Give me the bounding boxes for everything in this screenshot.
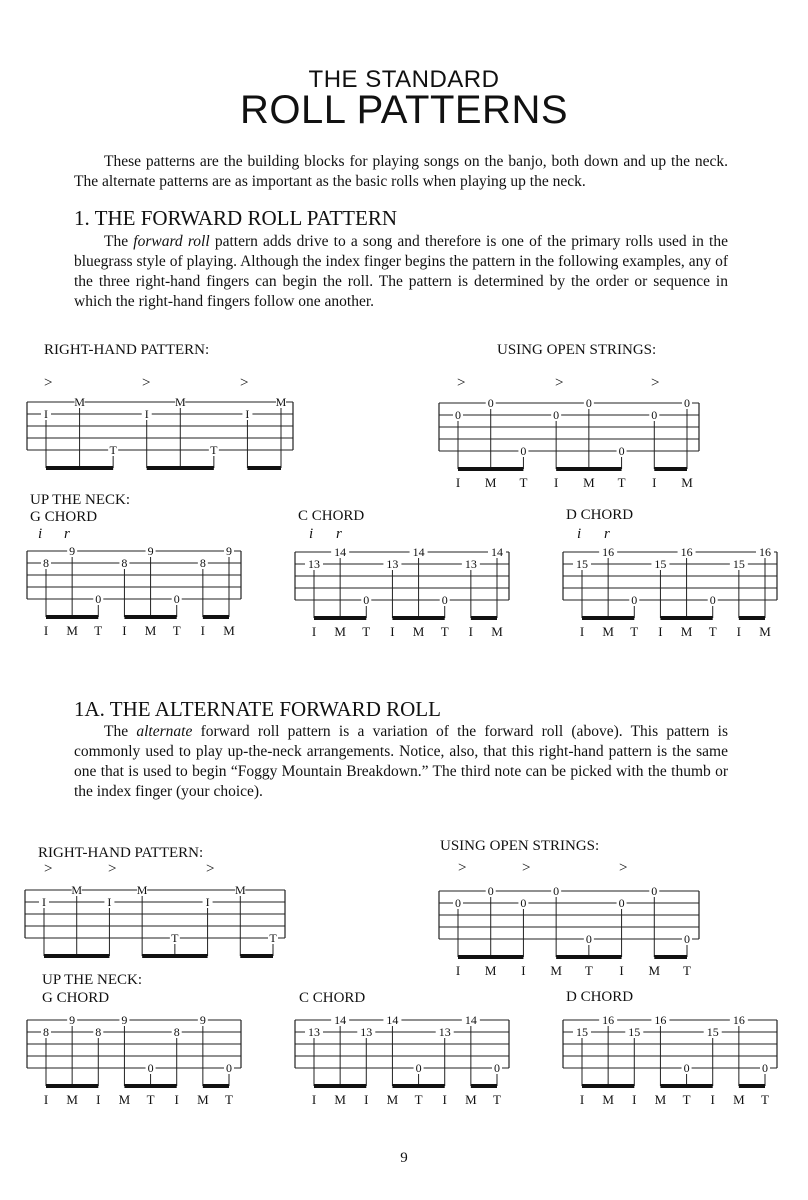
right-hand-pattern-label: RIGHT-HAND PATTERN: — [38, 845, 204, 861]
tab-note: M — [234, 884, 246, 897]
tab-note: 8 — [95, 1025, 102, 1039]
finger-label: M — [733, 1092, 745, 1107]
finger-label: M — [66, 1092, 78, 1107]
intro-paragraph: These patterns are the building blocks for playing songs on the banjo, both down and up the neck. The alternate patterns are as important as the basic rolls when playing up the neck. — [74, 153, 728, 190]
tab-forward-right-hand — [26, 396, 294, 472]
finger-label: T — [172, 623, 181, 638]
accent-mark: > — [240, 375, 249, 391]
finger-label: M — [583, 475, 595, 490]
tab-note: 8 — [43, 1025, 49, 1039]
finger-label: M — [465, 1092, 477, 1107]
tab-note: 0 — [684, 397, 690, 410]
tab-note: I — [107, 895, 112, 909]
finger-label: T — [682, 1092, 691, 1107]
finger-hint-i: i — [309, 526, 314, 542]
tab-note: 15 — [732, 557, 745, 571]
finger-label: I — [579, 624, 585, 639]
tab-note: 16 — [680, 546, 693, 559]
tab-note: 0 — [683, 1061, 690, 1075]
finger-label: I — [619, 963, 624, 978]
right-hand-pattern-label: RIGHT-HAND PATTERN: — [44, 342, 210, 358]
accent-mark: > — [522, 860, 531, 876]
finger-label: I — [579, 1092, 585, 1107]
finger-label: M — [144, 623, 157, 638]
finger-label: T — [761, 1092, 769, 1107]
tab-alternate-right-hand — [24, 884, 286, 960]
up-the-neck-label: UP THE NECK: — [30, 492, 131, 508]
finger-label: I — [43, 623, 49, 638]
finger-label: I — [390, 624, 395, 639]
finger-label: I — [710, 1092, 715, 1107]
tab-note: 0 — [441, 593, 448, 607]
accent-mark: > — [458, 860, 467, 876]
tab-note: M — [71, 884, 83, 897]
finger-label: M — [680, 624, 693, 639]
tab-note: 0 — [487, 397, 494, 410]
finger-label: M — [197, 1092, 209, 1107]
finger-label: M — [412, 624, 425, 639]
tab-forward-c-chord — [294, 546, 510, 640]
page-title: ROLL PATTERNS — [239, 88, 569, 132]
finger-label: M — [334, 624, 346, 639]
tab-note: T — [171, 931, 179, 945]
finger-label: T — [617, 475, 626, 490]
finger-label: I — [658, 624, 663, 639]
tab-forward-open-strings — [438, 397, 700, 491]
tab-note: 0 — [651, 408, 658, 422]
finger-label: I — [652, 475, 657, 490]
tab-note: 13 — [464, 557, 477, 571]
tab-note: 13 — [360, 1025, 373, 1039]
tab-note: 16 — [759, 546, 771, 559]
finger-label: T — [414, 1092, 423, 1107]
finger-label: M — [334, 1092, 346, 1107]
accent-mark: > — [651, 375, 660, 391]
finger-label: I — [43, 1092, 49, 1107]
finger-label: I — [364, 1092, 369, 1107]
tab-note: I — [205, 895, 210, 909]
finger-hint-r: r — [64, 526, 70, 542]
tab-note: M — [136, 884, 148, 897]
tab-note: 0 — [173, 592, 180, 606]
g-chord-label: G CHORD — [42, 990, 110, 1006]
finger-label: I — [553, 475, 559, 490]
tab-note: 14 — [334, 1014, 347, 1027]
tab-note: 0 — [709, 593, 716, 607]
accent-mark: > — [108, 861, 117, 877]
finger-label: M — [654, 1092, 667, 1107]
finger-label: I — [96, 1092, 101, 1107]
tab-note: 14 — [491, 546, 503, 559]
tab-forward-g-chord — [26, 545, 242, 639]
finger-label: I — [455, 963, 461, 978]
tab-note: T — [269, 931, 277, 945]
finger-hint-r: r — [604, 526, 610, 542]
finger-label: T — [630, 624, 639, 639]
c-chord-label: C CHORD — [299, 990, 366, 1006]
d-chord-label: D CHORD — [566, 989, 634, 1005]
tab-note: 0 — [618, 896, 625, 910]
finger-label: M — [550, 963, 562, 978]
tab-note: 0 — [455, 896, 461, 910]
finger-label: T — [225, 1092, 233, 1107]
finger-label: I — [468, 624, 474, 639]
finger-hint-i: i — [577, 526, 582, 542]
accent-mark: > — [142, 375, 151, 391]
tab-note: 8 — [173, 1025, 180, 1039]
tab-note: 9 — [69, 545, 76, 558]
tab-note: 13 — [308, 1025, 320, 1039]
accent-mark: > — [206, 861, 215, 877]
tab-note: 13 — [308, 557, 320, 571]
tab-note: 9 — [121, 1014, 128, 1027]
finger-label: T — [683, 963, 691, 978]
tab-note: 15 — [706, 1025, 719, 1039]
tab-alternate-d-chord — [562, 1014, 778, 1108]
tab-note: 0 — [226, 1061, 232, 1075]
finger-label: M — [759, 624, 771, 639]
finger-label: T — [584, 963, 593, 978]
tab-note: 0 — [651, 885, 658, 898]
tab-note: 9 — [147, 545, 154, 558]
tab-note: 0 — [363, 593, 370, 607]
tab-note: 0 — [520, 896, 527, 910]
finger-label: T — [146, 1092, 155, 1107]
g-chord-label: G CHORD — [30, 509, 98, 525]
tab-forward-d-chord — [562, 546, 778, 640]
tab-note: 0 — [147, 1061, 154, 1075]
tab-note: 9 — [226, 545, 232, 558]
section-2-heading: 1A. THE ALTERNATE FORWARD ROLL — [74, 697, 441, 721]
title-line-1: THE STANDARD — [308, 66, 500, 93]
tab-note: 0 — [520, 444, 527, 458]
accent-mark: > — [555, 375, 564, 391]
finger-label: M — [648, 963, 661, 978]
tab-note: 13 — [438, 1025, 451, 1039]
tab-note: T — [109, 443, 117, 457]
accent-mark: > — [44, 375, 53, 391]
finger-label: M — [223, 623, 235, 638]
tab-note: 0 — [487, 885, 494, 898]
tab-note: T — [210, 443, 218, 457]
tab-note: 0 — [455, 408, 461, 422]
tab-note: 0 — [494, 1061, 500, 1075]
tab-note: 0 — [585, 932, 592, 946]
tab-note: 15 — [576, 1025, 588, 1039]
tab-note: 16 — [602, 1014, 615, 1027]
tab-note: 0 — [415, 1061, 422, 1075]
tab-note: 16 — [732, 1014, 745, 1027]
accent-mark: > — [44, 861, 53, 877]
tab-note: 8 — [43, 556, 49, 570]
d-chord-label: D CHORD — [566, 507, 634, 523]
finger-label: M — [681, 475, 693, 490]
open-strings-label: USING OPEN STRINGS: — [440, 838, 600, 854]
finger-label: M — [484, 475, 497, 490]
finger-label: I — [311, 1092, 317, 1107]
tab-note: 16 — [602, 546, 615, 559]
tab-alternate-open-strings — [438, 885, 700, 979]
finger-label: M — [602, 624, 614, 639]
accent-mark: > — [619, 860, 628, 876]
finger-label: T — [708, 624, 717, 639]
finger-label: M — [118, 1092, 131, 1107]
finger-label: M — [491, 624, 503, 639]
tab-note: M — [74, 396, 85, 409]
tab-note: 9 — [199, 1014, 206, 1027]
finger-label: T — [493, 1092, 501, 1107]
tab-note: 0 — [553, 885, 560, 898]
finger-label: M — [602, 1092, 614, 1107]
finger-label: T — [519, 475, 528, 490]
tab-note: 14 — [334, 546, 347, 559]
tab-note: 8 — [199, 556, 206, 570]
page-number: 9 — [400, 1150, 408, 1166]
finger-label: I — [122, 623, 127, 638]
open-strings-label: USING OPEN STRINGS: — [497, 342, 657, 358]
tab-note: 0 — [762, 1061, 768, 1075]
up-the-neck-label: UP THE NECK: — [42, 972, 143, 988]
finger-label: I — [455, 475, 461, 490]
tab-note: 0 — [618, 444, 625, 458]
tab-note: I — [144, 407, 149, 421]
finger-label: I — [632, 1092, 637, 1107]
tab-note: I — [245, 407, 250, 421]
finger-label: M — [66, 623, 78, 638]
tab-note: 0 — [585, 397, 592, 410]
tab-note: M — [275, 396, 287, 409]
finger-label: I — [521, 963, 526, 978]
tab-note: 13 — [386, 557, 399, 571]
section-1-heading: 1. THE FORWARD ROLL PATTERN — [74, 206, 398, 230]
finger-label: I — [736, 624, 742, 639]
tab-note: 14 — [464, 1014, 477, 1027]
tab-note: M — [174, 396, 186, 409]
c-chord-label: C CHORD — [298, 508, 365, 524]
tab-note: 16 — [654, 1014, 667, 1027]
tab-alternate-g-chord — [26, 1014, 242, 1108]
finger-label: I — [311, 624, 317, 639]
tab-note: 14 — [412, 546, 425, 559]
section-2-paragraph: The alternate forward roll pattern is a variation of the forward roll (above). This pattern is commonly used to play up-the-neck arrangements. Notice, also, that this right-hand pattern is the same one that is used to begin “Foggy Mountain Breakdown.” The third note can be picked with the thumb or the index finger (your choice). — [74, 723, 728, 800]
tab-note: 8 — [121, 556, 128, 570]
finger-label: I — [174, 1092, 179, 1107]
finger-hint-i: i — [38, 526, 43, 542]
tab-note: 0 — [631, 593, 638, 607]
finger-label: T — [362, 624, 371, 639]
finger-label: I — [442, 1092, 447, 1107]
finger-label: T — [94, 623, 103, 638]
tab-note: 9 — [69, 1014, 76, 1027]
tab-note: 15 — [576, 557, 588, 571]
tab-note: 14 — [386, 1014, 399, 1027]
tab-note: 0 — [95, 592, 102, 606]
finger-label: I — [200, 623, 206, 638]
finger-hint-r: r — [336, 526, 342, 542]
tab-alternate-c-chord — [294, 1014, 510, 1108]
finger-label: M — [484, 963, 497, 978]
tab-note: I — [42, 895, 46, 909]
accent-mark: > — [457, 375, 466, 391]
tab-note: 15 — [628, 1025, 641, 1039]
finger-label: T — [440, 624, 449, 639]
finger-label: M — [386, 1092, 399, 1107]
tab-note: 15 — [654, 557, 667, 571]
section-1-paragraph: The forward roll pattern adds drive to a song and therefore is one of the primary rolls used in the bluegrass style of playing. Although the index finger begins the pattern in the following examples, any of the three right-hand fingers can begin the roll. The pattern is determined by the order or sequence in which the right-hand fingers follow one another. — [74, 233, 728, 310]
tab-note: 0 — [553, 408, 560, 422]
tab-note: I — [44, 407, 48, 421]
tab-note: 0 — [684, 932, 690, 946]
